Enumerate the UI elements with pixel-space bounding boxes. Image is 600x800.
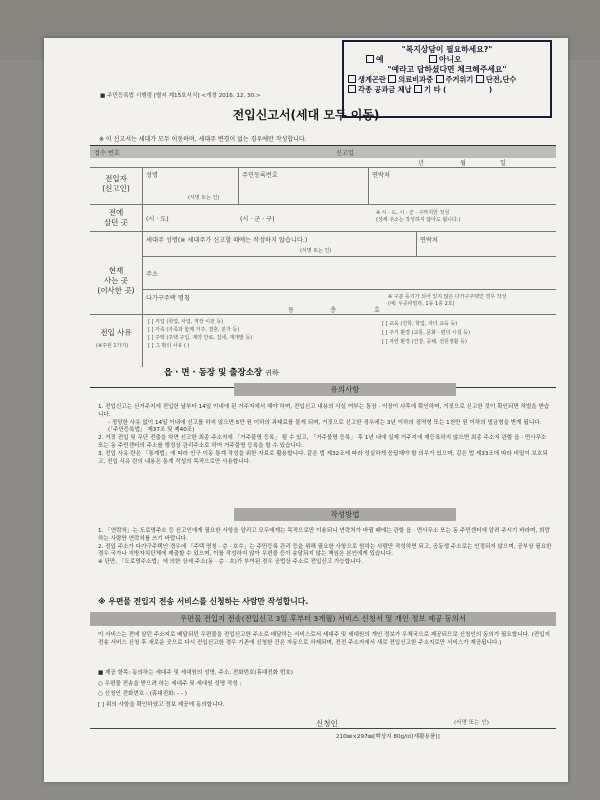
multi-house-label: 다가구주택 명칭 (146, 295, 190, 302)
report-date-label: 신고일 (336, 150, 354, 157)
welfare-question: "복지상담이 필요하세요?" (401, 45, 493, 54)
reason-residential-env[interactable]: [ ] 주거 환경 (교통, 문화 · 편의 시설 등) (382, 330, 471, 336)
welfare-no-checkbox[interactable] (429, 55, 437, 63)
householder-contact-label: 연락처 (420, 237, 438, 244)
welfare-no-label: 아니오 (438, 55, 462, 64)
reporter-label: 전입자 (신고인) (102, 174, 130, 193)
welfare-option-utility: 단전,단수 (485, 75, 517, 84)
welfare-option-checkbox[interactable] (476, 75, 484, 83)
postal-phone-field[interactable]: ○ 신청인 전화번호 : (휴대전화: - - ) (98, 691, 187, 697)
contact-label: 연락처 (372, 172, 390, 179)
reason-education[interactable]: [ ] 교육 (진학, 학업, 자녀 교육 등) (382, 321, 458, 327)
postal-recipient-names[interactable]: ○ 우편물 전송을 받으려 하는 세대주 및 세대원 성명 작성 : (98, 680, 242, 687)
reason-sub-label: (※주된 1가지) (96, 343, 129, 349)
address-label: 주소 (146, 271, 158, 278)
receipt-no-label: 접수 번호 (94, 150, 120, 157)
paper-spec-footer: 210㎜×297㎜[백상지 80g/㎡(재활용품)] (336, 734, 440, 740)
welfare-option-checkbox[interactable] (388, 75, 396, 83)
postal-provided-items: ■ 제공 항목: 동의하는 세대주 및 세대원의 성명, 주소, 전화번호(휴대전화 번호) (98, 670, 293, 676)
applicant-label: 신청인 (316, 719, 338, 728)
welfare-yes-checkbox[interactable] (366, 55, 374, 63)
law-reference: ■ 주민등록법 시행령 [별지 제15호서식] <개정 2016. 12. 30.> (100, 93, 261, 99)
postal-service-bar: 우편물 전입지 전송(전입신고 3일 후부터 3개월) 서비스 신청서 및 개인 정보 제공 동의서 (90, 612, 556, 626)
notice-list (98, 404, 553, 466)
method-item: 1. 「연락처」는 도로명주소 등 신고인에게 필요한 사항을 알리고 모두에게는 목적으로만 이용되니 연락처가 바뀔 때에는 관할 읍 · 면사무소 또는 동 주민센터에 알려 주시기 바라며, 희망하는 사람만 연락처를 쓰기 바랍니다. (98, 528, 550, 542)
form-paper (44, 38, 568, 782)
date-month-unit: 월 (460, 160, 466, 167)
page-title: 전입신고서(세대 모두 이동) (232, 108, 380, 122)
reason-natural-env[interactable]: [ ] 자연 환경 (건강, 공해, 전원생활 등) (382, 339, 467, 345)
postal-heading: ※ 우편물 전입지 전송 서비스를 신청하는 사람만 작성합니다. (98, 597, 309, 606)
reason-family[interactable]: [ ] 가족 (가족과 함께 거주, 결혼, 분가 등) (148, 327, 240, 333)
reason-label: 전입 사유 (100, 328, 132, 337)
notice-title: 유의사항 (234, 383, 456, 396)
welfare-option-other: 기 타 ( (424, 85, 447, 94)
prev-address-label: 전에 살던 곳 (103, 208, 129, 227)
prev-sido: (시 · 도) (146, 216, 169, 223)
receipt-row (90, 146, 556, 158)
householder-sign-note: (서명 또는 인) (300, 248, 332, 254)
registration-form-table (90, 145, 556, 388)
notice-item: 3. 전입 사유 란은 「통계법」에 따라 인구 이동 통계 작성을 위한 자료로 활용합니다. 같은 법 제32조에 따라 성실하게 응답해야 할 의무가 있으며, 같은 법 제33조에 따라 비밀이 보호되고, 전입 사유 란의 내용은 통계 작성의 목적으로만 사용합니다. (98, 450, 548, 465)
date-year-unit: 년 (418, 160, 424, 167)
method-list (98, 528, 553, 567)
welfare-option-checkbox[interactable] (414, 85, 422, 93)
rrn-label: 주민등록번호 (242, 172, 278, 179)
welfare-option-checkbox[interactable] (436, 75, 444, 83)
name-label: 성명 (146, 172, 158, 179)
reason-housing[interactable]: [ ] 주택 (주택 구입, 계약 만료, 집세, 재개발 등) (148, 335, 253, 341)
multi-house-note: ※ 구분 등기가 되어 있지 않은 다가구주택인 경우 작성 (예: 우공파빌라, 1동 1층 2호) (388, 294, 507, 307)
postal-service-text: 이 서비스는 전에 살던 주소지로 배달되던 우편물을 전입신고한 주소로 배달하는 서비스로서 세대주 및 세대원의 개인 정보가 우체국으로 제공되므로 신청인의 동의가 필요합니다. (전입지 전송 서비스 신청 후 새로운 곳으로 다시 전입신고한 경우 기존에 신청한 건은 자동으로 삭제되며, 전전 주소지에서 새로 전입신고한 주소지로만 서비스가 제공됩니다.) (98, 632, 550, 646)
ho-unit: 호 (374, 307, 380, 314)
welfare-option-housing: 주거위기 (445, 75, 474, 84)
welfare-option-checkbox[interactable] (348, 75, 356, 83)
welfare-option-checkbox[interactable] (348, 85, 356, 93)
prev-sigungu: (시 · 군 · 구) (240, 216, 275, 223)
postal-items (98, 668, 553, 710)
reason-job[interactable]: [ ] 직업 (취업, 사업, 직장 이전 등) (148, 319, 224, 325)
current-address-label: 현재 사는 곳 (이사한 곳) (97, 266, 135, 295)
floor-unit: 층 (330, 307, 336, 314)
welfare-option-other-close: ) (488, 85, 493, 94)
welfare-option-livelihood: 생계곤란 (358, 75, 386, 84)
reason-other[interactable]: [ ] 그 밖의 사유 ( ) (148, 343, 190, 349)
notice-item: - 정당한 사유 없이 14일 이내에 신고를 하지 않으면 5만 원 이하의 과태료를 물게 되며, 거짓으로 신고한 경우에는 3년 이하의 징역형 또는 1천만 원 이하의 벌금형을 받게 됩니다. (「주민등록법」 제37조 및 제40조) (108, 419, 542, 434)
footer-divider (90, 728, 556, 729)
dong-unit: 동 (288, 307, 294, 314)
name-signature-note: (서명 또는 인) (188, 195, 220, 201)
method-item: 2. 전입 주소가 다가구주택인 경우에 「주택 명칭 · 층 · 호수」는 주민등록 관리 등을 위해 필요한 사항으로 원하는 사람만 작성하면 되고, 공동생 주소로는 인정되지 않으며, 공부상 필요한 경우 국가나 지방자치단체에 제출할 수 있으며, 이를 작성하지 않아 우편물 등이 송달되지 않는 책임은 본인에게 있습니다. (98, 543, 552, 558)
welfare-instruction: "예라고 답하셨다면 체크해주세요" (387, 65, 507, 74)
addressee-name: 읍 · 면 · 동장 및 출장소장 (164, 368, 263, 378)
method-item: ※ 단만, 「도로명주소법」에 의한 상세 주소(동 · 층 · 호)가 부여된 경우 공법상 주소로 전입신고 가능합니다. (98, 559, 363, 566)
notice-item: 1. 전입신고는 신거주지에 전입한 날부터 14일 이내에 된 거주지에서 해야 하며, 전입신고 내용의 사실 여부는 통장 · 이장이 사후에 확인하며, 거짓으로 신고한 것이 확인되면 처벌을 받습니다. (98, 404, 550, 418)
welfare-option-arrears: 각종 공과금 체납 (358, 85, 412, 94)
welfare-yes-label: 예 (376, 55, 384, 64)
addressee (164, 366, 279, 378)
postal-consent-checkbox[interactable]: [ ] 위의 사항을 확인하였고 정보 제공에 동의합니다. (98, 701, 225, 708)
addressee-suffix: 귀하 (265, 369, 279, 377)
householder-label: 세대주 성명(※ 세대주가 신고할 때에는 작성하지 않습니다.) (146, 237, 308, 244)
applicant-sign-note: (서명 또는 인) (454, 720, 489, 726)
method-title: 작성방법 (234, 508, 456, 521)
date-day-unit: 일 (500, 160, 506, 167)
prev-address-note: ※ 시 · 도, 시 · 군 · 구까지만 작성 (상세 주소는 작성하지 않아도 됩니다.) (376, 210, 461, 223)
welfare-option-medical: 의료비과중 (398, 75, 434, 84)
form-subnote: ※ 이 신고서는 세대가 모두 이동하며, 세대주 변경이 없는 경우에만 작성합니다. (99, 136, 307, 143)
notice-item: 2. 거짓 전입 및 무단 전출을 하면 신고한 최종 주소지에 「거주불명 등록」 될 수 있고, 「거주불명 등록」 후 1년 내에 실제 거주지에 재등록하지 않으면 최종 주소지 관할 읍 · 면사무소 또는 동 주민센터의 주소를 행정상 관리주소로 하여 거주불명 등록을 할 수 있습니다. (98, 435, 547, 449)
